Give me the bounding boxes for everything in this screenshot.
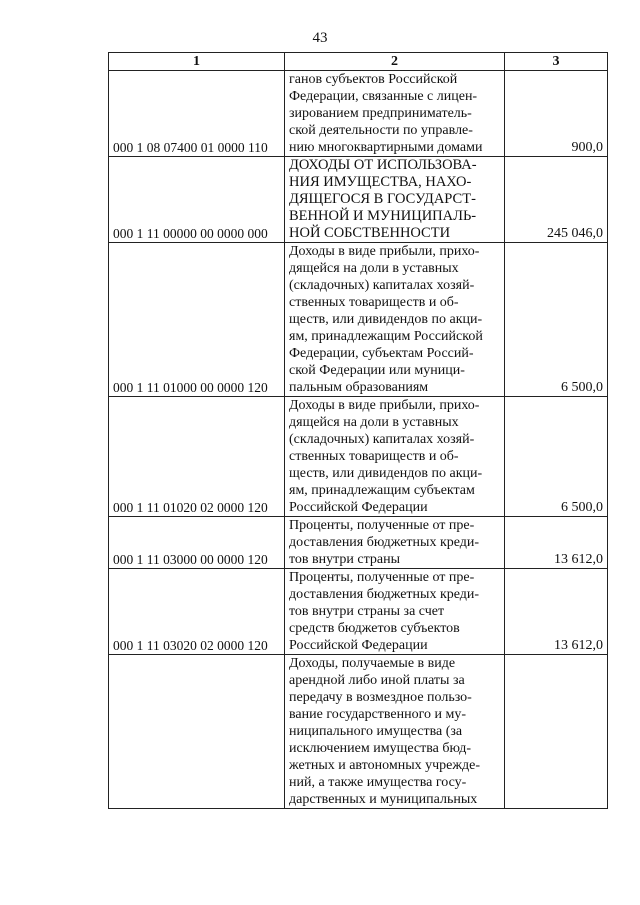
- revenue-name-line: НИЯ ИМУЩЕСТВА, НАХО-: [289, 174, 472, 190]
- revenue-name-line: (складочных) капиталах хозяй-: [289, 432, 475, 447]
- revenue-name-line: ДЯЩЕГОСЯ В ГОСУДАРСТ-: [289, 191, 476, 207]
- revenue-name-line: ганов субъектов Российской: [289, 72, 458, 87]
- revenue-name-line: исключением имущества бюд-: [289, 741, 472, 756]
- amount: 13 612,0: [505, 569, 608, 655]
- revenue-name: [285, 71, 505, 157]
- revenue-name-line: зированием предприниматель-: [289, 106, 472, 121]
- revenue-name-line: ний, а также имущества госу-: [289, 775, 467, 790]
- column-header-3: 3: [505, 53, 608, 71]
- classification-code: [109, 655, 285, 809]
- revenue-name-line: передачу в возмездное пользо-: [289, 690, 472, 705]
- revenue-name-line: тов внутри страны за счет: [289, 604, 445, 619]
- revenue-name-line: дящейся на доли в уставных: [289, 415, 459, 430]
- classification-code: 000 1 11 03020 02 0000 120: [109, 569, 285, 655]
- table-body: [109, 71, 608, 809]
- column-header-1: 1: [109, 53, 285, 71]
- table-row: [109, 243, 608, 397]
- revenue-name-line: Доходы в виде прибыли, прихо-: [289, 244, 480, 259]
- revenue-name-line: ственных товариществ и об-: [289, 295, 459, 310]
- amount: 6 500,0: [505, 397, 608, 517]
- revenue-name-line: Проценты, полученные от пре-: [289, 518, 475, 533]
- amount: [505, 655, 608, 809]
- revenue-name-line: Доходы, получаемые в виде: [289, 656, 456, 671]
- column-header-2: 2: [285, 53, 505, 71]
- classification-code: 000 1 11 03000 00 0000 120: [109, 517, 285, 569]
- revenue-name-line: ВЕННОЙ И МУНИЦИПАЛЬ-: [289, 208, 477, 224]
- revenue-name-line: ской деятельности по управле-: [289, 123, 473, 138]
- revenue-name: [285, 397, 505, 517]
- revenue-name: [285, 517, 505, 569]
- revenue-name-line: Федерации, связанные с лицен-: [289, 89, 478, 104]
- classification-code: 000 1 08 07400 01 0000 110: [109, 71, 285, 157]
- table-row: [109, 655, 608, 809]
- revenue-name: [285, 569, 505, 655]
- amount: 6 500,0: [505, 243, 608, 397]
- revenue-name: [285, 655, 505, 809]
- table-row: [109, 569, 608, 655]
- revenue-name-line: Федерации, субъектам Россий-: [289, 346, 474, 361]
- table-row: [109, 157, 608, 243]
- revenue-name-line: НОЙ СОБСТВЕННОСТИ: [289, 225, 451, 241]
- revenue-name-line: тов внутри страны: [289, 552, 401, 567]
- table-row: [109, 517, 608, 569]
- revenue-name-line: Доходы в виде прибыли, прихо-: [289, 398, 480, 413]
- revenue-name: [285, 157, 505, 243]
- classification-code: 000 1 11 00000 00 0000 000: [109, 157, 285, 243]
- revenue-name-line: дарственных и муниципальных: [289, 792, 478, 807]
- revenue-name-line: ниципального имущества (за: [289, 724, 463, 739]
- revenue-name-line: нию многоквартирными домами: [289, 140, 483, 155]
- revenue-name: [285, 243, 505, 397]
- budget-table: [108, 52, 608, 809]
- revenue-name-line: ственных товариществ и об-: [289, 449, 459, 464]
- revenue-name-line: ской Федерации или муници-: [289, 363, 465, 378]
- revenue-name-line: ществ, или дивидендов по акци-: [289, 312, 483, 327]
- classification-code: 000 1 11 01020 02 0000 120: [109, 397, 285, 517]
- amount: 900,0: [505, 71, 608, 157]
- revenue-name-line: доставления бюджетных креди-: [289, 587, 480, 602]
- revenue-name-line: ям, принадлежащим Российской: [289, 329, 483, 344]
- revenue-name-line: дящейся на доли в уставных: [289, 261, 459, 276]
- table-row: [109, 71, 608, 157]
- page-number: 43: [312, 30, 328, 46]
- amount: 13 612,0: [505, 517, 608, 569]
- revenue-name-line: (складочных) капиталах хозяй-: [289, 278, 475, 293]
- revenue-name-line: арендной либо иной платы за: [289, 673, 465, 688]
- revenue-name-line: ДОХОДЫ ОТ ИСПОЛЬЗОВА-: [289, 157, 477, 173]
- revenue-name-line: жетных и автономных учрежде-: [289, 758, 481, 773]
- revenue-name-line: Российской Федерации: [289, 638, 428, 653]
- header-row: [109, 53, 608, 71]
- revenue-name-line: Проценты, полученные от пре-: [289, 570, 475, 585]
- revenue-name-line: средств бюджетов субъектов: [289, 621, 460, 636]
- revenue-name-line: ям, принадлежащим субъектам: [289, 483, 475, 498]
- revenue-name-line: пальным образованиям: [289, 380, 429, 395]
- revenue-name-line: Российской Федерации: [289, 500, 428, 515]
- table-row: [109, 397, 608, 517]
- revenue-name-line: ществ, или дивидендов по акци-: [289, 466, 483, 481]
- revenue-name-line: доставления бюджетных креди-: [289, 535, 480, 550]
- revenue-name-line: вание государственного и му-: [289, 707, 467, 722]
- amount: 245 046,0: [505, 157, 608, 243]
- classification-code: 000 1 11 01000 00 0000 120: [109, 243, 285, 397]
